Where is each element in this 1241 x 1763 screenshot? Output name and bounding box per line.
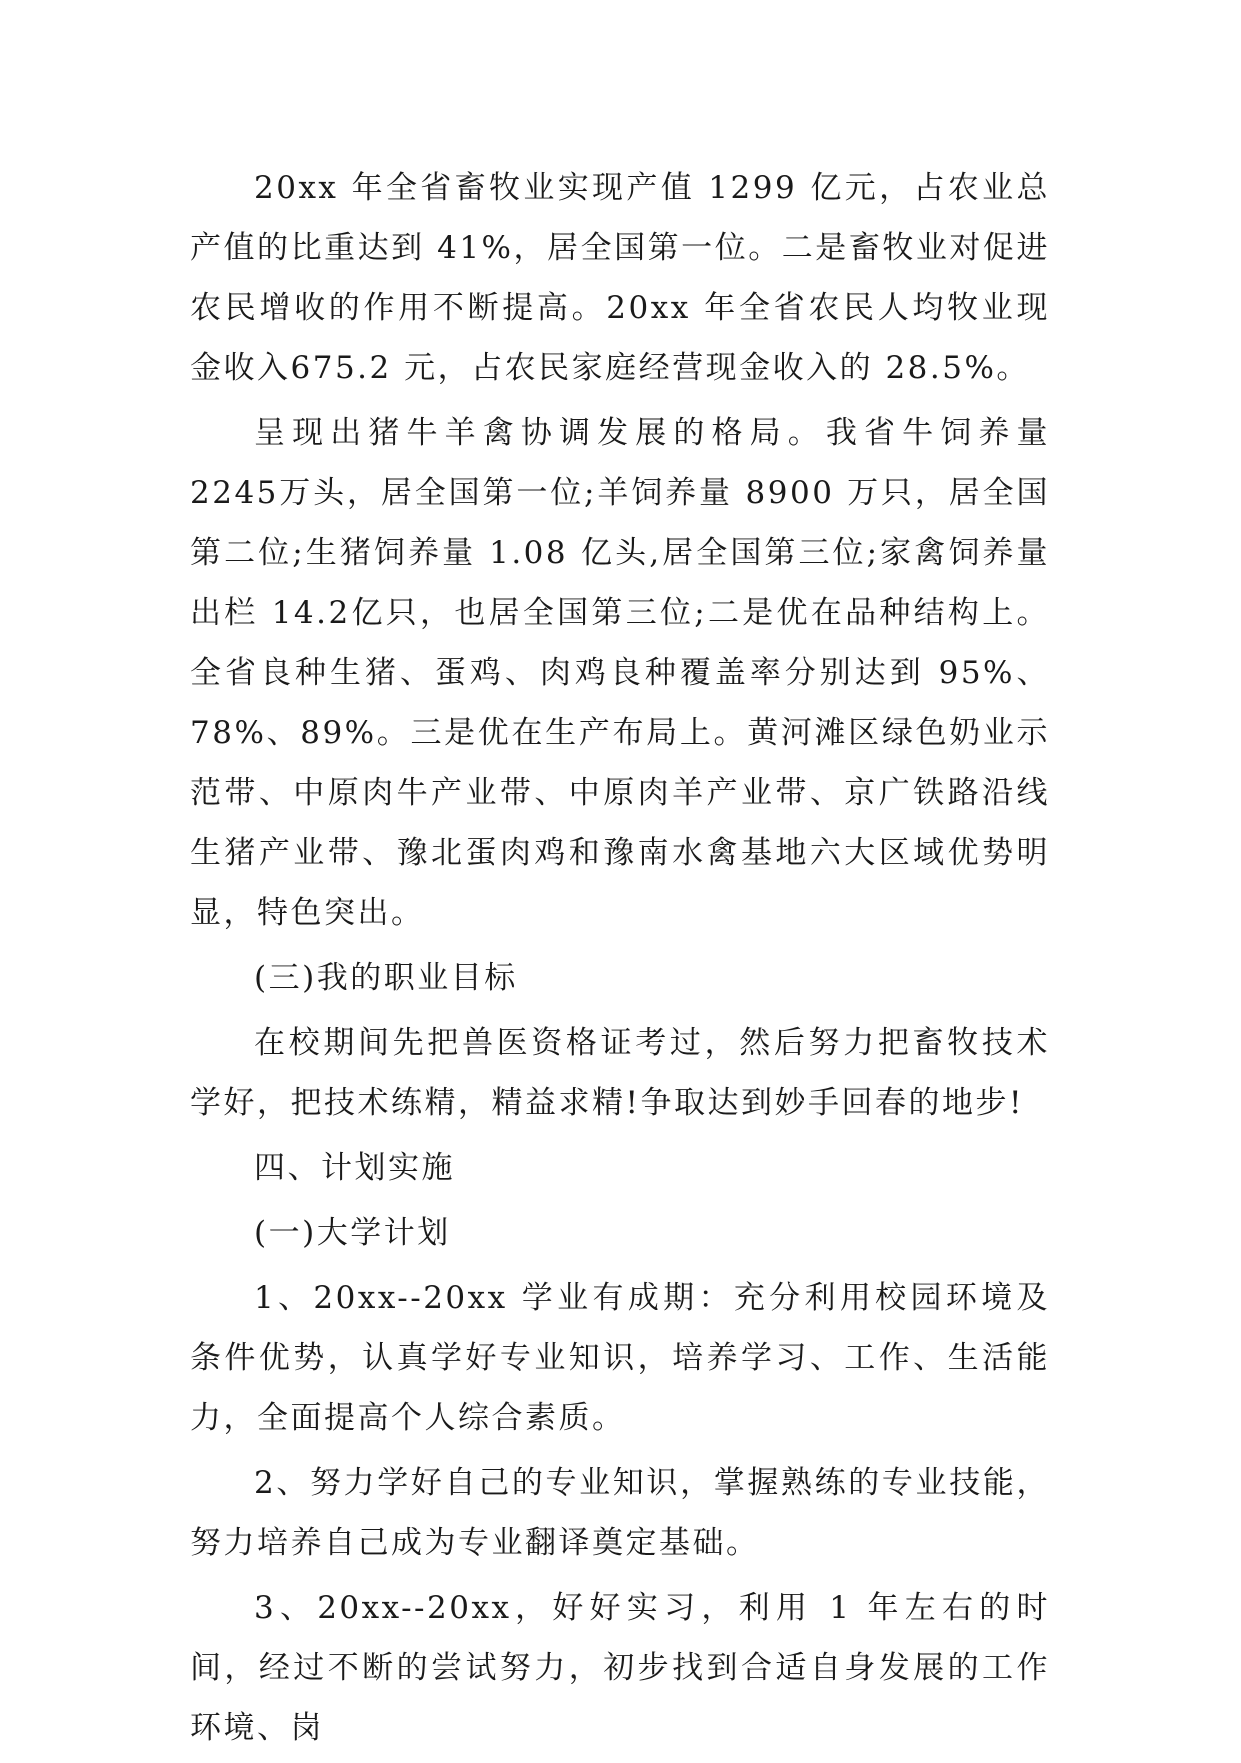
paragraph-livestock-structure: 呈现出猪牛羊禽协调发展的格局。我省牛饲养量 2245万头，居全国第一位;羊饲养量 8900 万只，居全国第二位;生猪饲养量 1.08 亿头,居全国第三位;家禽饲养量出栏 14.2亿只，也居全国第三位;二是优在品种结构上。全省良种生猪、蛋鸡、肉鸡良种覆盖率分别达到 95%、78%、89%。三是优在生产布局上。黄河滩区绿色奶业示范带、中原肉牛产业带、中原肉羊产业带、京广铁路沿线生猪产业带、豫北蛋肉鸡和豫南水禽基地六大区域优势明显，特色突出。 — [190, 415, 1050, 931]
heading-university-plan: (一)大学计划 — [254, 1215, 451, 1251]
heading-career-goal: (三)我的职业目标 — [254, 960, 518, 996]
paragraph-livestock-output: 20xx 年全省畜牧业实现产值 1299 亿元，占农业总产值的比重达到 41%，居全国第一位。二是畜牧业对促进农民增收的作用不断提高。20xx 年全省农民人均牧业现金收入675.2 元，占农民家庭经营现金收入的 28.5%。 — [190, 170, 1050, 386]
list-item-plan-3: 3、20xx--20xx，好好实习，利用 1 年左右的时间，经过不断的尝试努力，初步找到合适自身发展的工作环境、岗 — [190, 1590, 1050, 1746]
document-body — [190, 158, 1050, 1763]
heading-plan-implementation: 四、计划实施 — [254, 1150, 455, 1186]
paragraph-career-goal: 在校期间先把兽医资格证考过，然后努力把畜牧技术学好，把技术练精，精益求精!争取达到妙手回春的地步! — [190, 1025, 1050, 1121]
list-item-plan-1: 1、20xx--20xx 学业有成期：充分利用校园环境及条件优势，认真学好专业知识，培养学习、工作、生活能力，全面提高个人综合素质。 — [190, 1280, 1050, 1436]
list-item-plan-2: 2、努力学好自己的专业知识，掌握熟练的专业技能，努力培养自己成为专业翻译奠定基础。 — [190, 1465, 1050, 1561]
